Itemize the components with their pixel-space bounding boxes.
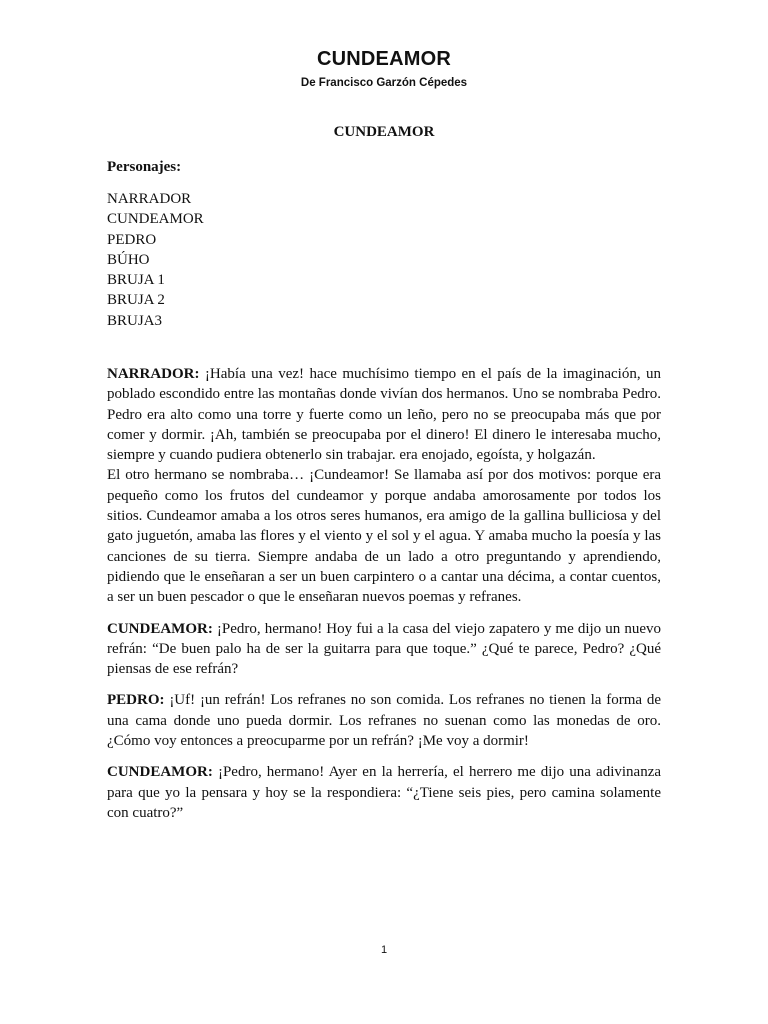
speaker-name: CUNDEAMOR (107, 620, 208, 637)
speaker-name: PEDRO (107, 692, 160, 709)
cast-member: BRUJA 1 (107, 272, 165, 289)
cast-list (107, 189, 661, 331)
speaker-name: CUNDEAMOR (107, 764, 208, 781)
cast-member: PEDRO (107, 231, 157, 248)
cast-heading: Personajes: (107, 159, 182, 175)
speaker-colon: : (194, 366, 205, 382)
page-number: 1 (380, 944, 388, 956)
cast-member: NARRADOR (107, 191, 192, 207)
speaker-colon: : (207, 620, 217, 637)
speaker-colon: : (159, 692, 170, 709)
document-author: De Francisco Garzón Cépedes (300, 77, 468, 89)
cast-member: BRUJA 2 (107, 292, 165, 309)
play-body (107, 364, 661, 823)
paragraph-text: ¡Había una vez! hace muchísimo tiempo en el país de la imaginación, un poblado escondido entre las montañas donde vivían dos hermanos. Uno se nombraba Pedro. Pedro era alto como una torre y fuerte como un leño, pero no se preocupaba más que por comer y dormir. ¡Ah, también se preocupaba por el dinero! El dinero le interesaba mucho, siempre y cuando pudiera obtenerlo sin trabajar. era enojado, egoísta, y holgazán. (107, 366, 661, 464)
play-title: CUNDEAMOR (333, 124, 435, 140)
dialogue-paragraph-pedro (107, 690, 661, 751)
speaker-colon: : (207, 764, 218, 781)
paragraph-text: ¡Pedro, hermano! Hoy fui a la casa del viejo zapatero y me dijo un nuevo refrán: “De buen palo ha de ser la guitarra para que toque.” ¿Qué te parece, Pedro? ¿Qué piensas de ese refrán? (107, 620, 661, 678)
paragraph-text: ¡Uf! ¡un refrán! Los refranes no son comida. Los refranes no tienen la forma de una cama donde uno pueda dormir. Los refranes no suenan como las monedas de oro. ¿Cómo voy entonces a preocuparme por un refrán? ¡Me voy a dormir! (107, 692, 662, 750)
cast-member: BRUJA3 (107, 312, 163, 329)
narration-paragraph (107, 465, 661, 607)
cast-member: CUNDEAMOR (107, 211, 204, 228)
dialogue-paragraph-narrador (107, 364, 661, 465)
paragraph-text: ¡Pedro, hermano! Ayer en la herrería, el herrero me dijo una adivinanza para que yo la pensara y hoy se la respondiera: “¿Tiene seis pies, pero camina solamente con cuatro?” (107, 764, 662, 821)
dialogue-paragraph-cundeamor (107, 619, 661, 680)
paragraph-text: El otro hermano se nombraba… ¡Cundeamor! Se llamaba así por dos motivos: porque era pequeño como los frutos del cundeamor y porque andaba amorosamente por todos los sitios. Cundeamor amaba a los otros seres humanos, era amigo de la gallina bulliciosa y del gato juguetón, amaba las flores y el viento y el sol y el agua. Y amaba mucho la poesía y las canciones de su tierra. Siempre andaba de un lado a otro preguntando y aprendiendo, pidiendo que le enseñaran a ser un buen carpintero o a cantar una décima, a contar cuentos, a ser un buen pescador o que le enseñaran nuevos poemas y refranes. (107, 467, 661, 606)
cast-member: BÚHO (107, 251, 150, 268)
dialogue-paragraph-cundeamor (107, 762, 661, 823)
speaker-name: NARRADOR (107, 366, 195, 382)
document-title: CUNDEAMOR (316, 48, 452, 70)
